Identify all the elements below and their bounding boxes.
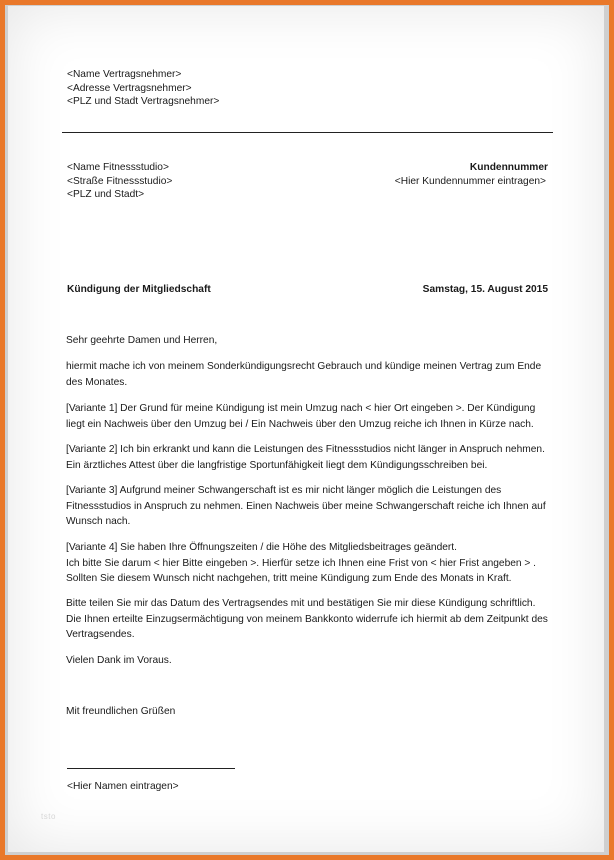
variante-2-line: Ein ärztliches Attest über die langfristige Sportunfähigkeit liegt dem Kündigungsschreiben bei. bbox=[66, 459, 488, 471]
variante-1-line: liegt ein Nachweis über den Umzug bei / Ein Nachweis über den Umzug reiche ich Ihnen in Kürze nach. bbox=[66, 418, 534, 430]
variante-3-line: Wunsch nach. bbox=[66, 516, 131, 527]
variante-4-line: Sollten Sie diesem Wunsch nicht nachgehen, tritt meine Kündigung zum Ende des Monats in Kraft. bbox=[66, 573, 512, 584]
variante-2-line: [Variante 2] Ich bin erkrankt und kann die Leistungen des Fitnessstudios nicht länger in Anspruch nehmen. bbox=[66, 444, 545, 455]
variante-3-line: [Variante 3] Aufgrund meiner Schwangerschaft ist es mir nicht länger möglich die Leistungen des bbox=[66, 485, 502, 496]
letter-date: Samstag, 15. August 2015 bbox=[422, 284, 548, 295]
variante-2-paragraph bbox=[66, 442, 552, 473]
variante-1-paragraph bbox=[66, 401, 552, 432]
signature-placeholder: <Hier Namen eintragen> bbox=[67, 781, 179, 792]
intro-line: hiermit mache ich von meinem Sonderkündigungsrecht Gebrauch und kündige meinen Vertrag zum Ende bbox=[66, 361, 542, 372]
salutation-text: Sehr geehrte Damen und Herren, bbox=[66, 335, 218, 346]
closing bbox=[66, 704, 552, 720]
sender-name: <Name Vertragsnehmer> bbox=[67, 69, 182, 80]
recipient-name: <Name Fitnessstudio> bbox=[67, 162, 169, 173]
customer-number-placeholder: <Hier Kundennummer eintragen> bbox=[394, 176, 546, 187]
sender-city: <PLZ und Stadt Vertragsnehmer> bbox=[67, 96, 220, 107]
confirmation-line: Vertragsendes. bbox=[66, 629, 135, 640]
variante-3-paragraph bbox=[66, 483, 552, 530]
confirmation-paragraph bbox=[66, 596, 552, 643]
letter-subject: Kündigung der Mitgliedschaft bbox=[67, 284, 211, 295]
salutation bbox=[66, 333, 552, 349]
sender-address: <Adresse Vertragsnehmer> bbox=[67, 83, 192, 94]
recipient-city: <PLZ und Stadt> bbox=[67, 189, 145, 200]
customer-number-label: Kundennummer bbox=[469, 162, 548, 173]
closing-text: Mit freundlichen Grüßen bbox=[66, 706, 176, 717]
intro-paragraph bbox=[66, 359, 552, 390]
recipient-street: <Straße Fitnessstudio> bbox=[67, 176, 173, 187]
confirmation-line: Bitte teilen Sie mir das Datum des Vertragsendes mit und bestätigen Sie mir diese Kündigung schriftlich. bbox=[66, 598, 536, 609]
variante-1-line: [Variante 1] Der Grund für meine Kündigung ist mein Umzug nach < hier Ort eingeben >. Der Kündigung bbox=[66, 403, 536, 414]
thanks-text: Vielen Dank im Voraus. bbox=[66, 655, 172, 666]
signature-line bbox=[67, 768, 235, 769]
variante-4-line: Ich bitte Sie darum < hier Bitte eingeben >. Hierfür setze ich Ihnen eine Frist von < hier Frist angeben > . bbox=[66, 557, 537, 569]
thanks bbox=[66, 653, 552, 669]
header-divider bbox=[62, 132, 553, 133]
confirmation-line: Die Ihnen erteilte Einzugsermächtigung von meinem Bankkonto widerrufe ich hiermit ab dem Zeitpunkt des bbox=[66, 613, 548, 625]
watermark: tsto bbox=[41, 812, 56, 821]
variante-4-line: [Variante 4] Sie haben Ihre Öffnungszeiten / die Höhe des Mitgliedsbeitrages geändert. bbox=[66, 542, 457, 553]
variante-3-line: Fitnessstudios in Anspruch zu nehmen. Einen Nachweis über meine Schwangerschaft reiche ich Ihnen auf bbox=[66, 500, 546, 512]
letter-page bbox=[8, 6, 604, 852]
intro-line: des Monates. bbox=[66, 376, 128, 388]
variante-4-paragraph bbox=[66, 540, 552, 587]
